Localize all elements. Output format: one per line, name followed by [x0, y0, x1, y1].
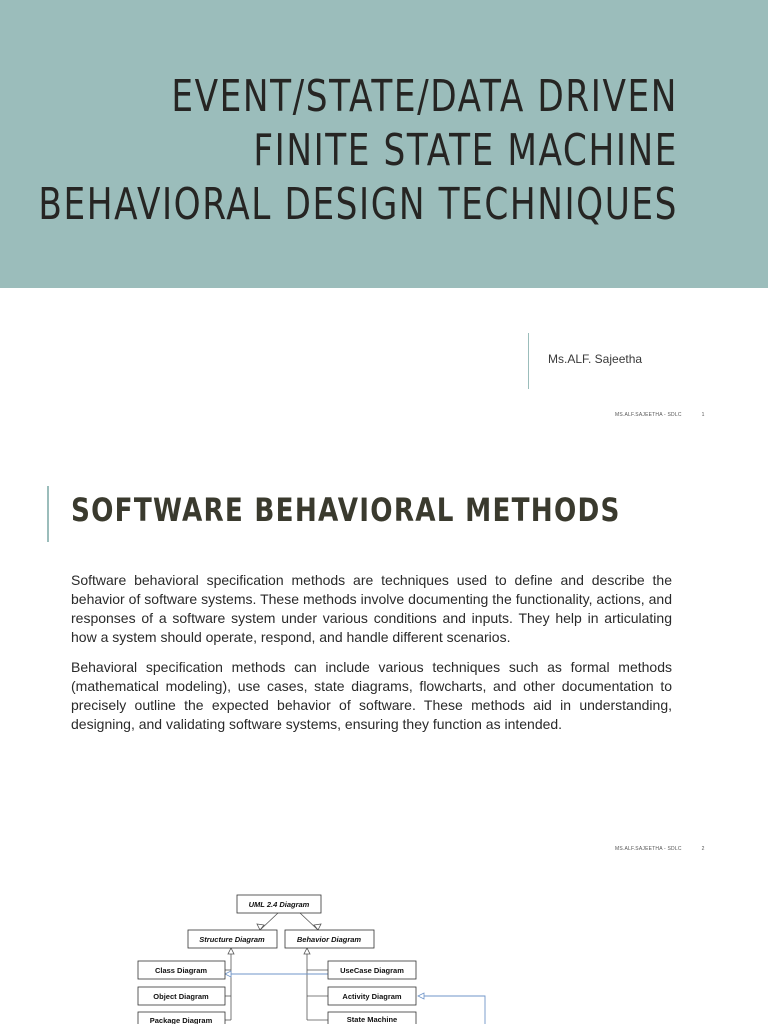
author-name: Ms.ALF. Sajeetha	[548, 352, 643, 366]
author-divider	[528, 333, 529, 389]
slide1-footer	[615, 412, 705, 418]
footer-text: MS.ALF.SAJEETHA - SDLC	[615, 412, 682, 418]
uml-diagram	[130, 890, 500, 1024]
page-number: 2	[701, 846, 705, 852]
uml-usecase-label: UseCase Diagram	[340, 966, 404, 975]
footer-text: MS.ALF.SAJEETHA - SDLC	[615, 846, 682, 852]
section-accent-bar	[47, 486, 49, 542]
slide-title	[38, 70, 678, 232]
title-line-3: BEHAVIORAL DESIGN TECHNIQUES	[38, 179, 678, 230]
uml-root-label: UML 2.4 Diagram	[248, 900, 310, 909]
uml-state-label: State Machine	[346, 1015, 398, 1024]
uml-structure-label: Structure Diagram	[199, 935, 265, 944]
uml-object-label: Object Diagram	[153, 992, 209, 1001]
uml-behavior-label: Behavior Diagram	[296, 935, 362, 944]
title-line-1: EVENT/STATE/DATA DRIVEN	[171, 71, 678, 122]
paragraph-1: Software behavioral specification methods are techniques used to define and describe the behavior of software systems. These methods involve documenting the functionality, actions, and responses of a software system under various conditions and inputs. They help in articulating how a system should operate, respond, and handle different scenarios.	[71, 572, 672, 645]
slide2-footer	[615, 846, 705, 852]
page-number: 1	[701, 412, 705, 418]
uml-activity-label: Activity Diagram	[342, 992, 402, 1001]
section-title: SOFTWARE BEHAVIORAL METHODS	[71, 491, 621, 529]
uml-package-label: Package Diagram	[149, 1016, 213, 1024]
paragraph-2: Behavioral specification methods can include various techniques such as formal methods (mathematical modeling), use cases, state diagrams, flowcharts, and other documentation to precisely outline the expected behavior of software. These methods aid in understanding, designing, and validating software systems, ensuring they function as intended.	[71, 659, 672, 732]
uml-class-label: Class Diagram	[154, 966, 208, 975]
section-body	[71, 571, 672, 745]
title-line-2: FINITE STATE MACHINE	[253, 125, 678, 176]
